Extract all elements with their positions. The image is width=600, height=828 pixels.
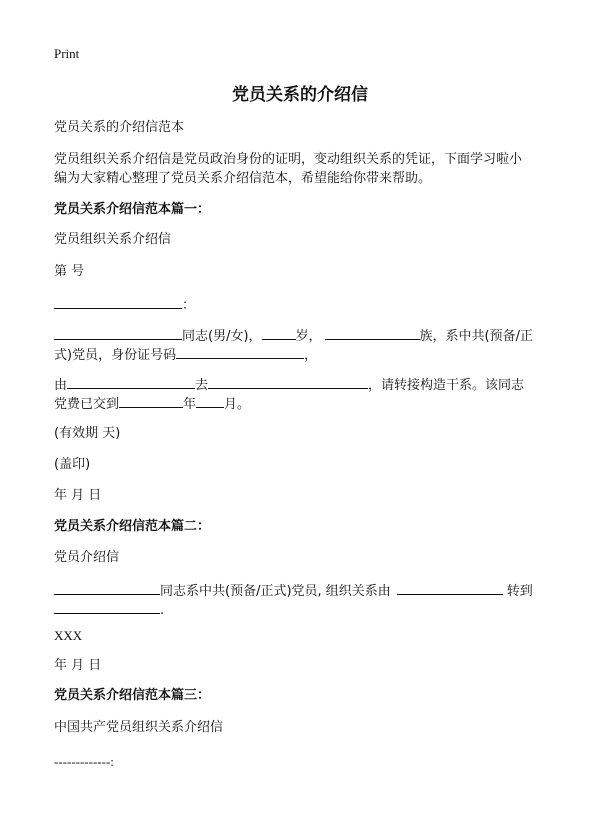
intro-line-1: 党员组织关系介绍信是党员政治身份的证明，变动组织关系的凭证，下面学习啦小 bbox=[54, 152, 523, 167]
dues-label: 党费已交到 bbox=[54, 397, 120, 412]
section-1-number: 第 号 bbox=[54, 264, 85, 279]
addressee-colon: ： bbox=[182, 298, 196, 313]
section-1-letter-name: 党员组织关系介绍信 bbox=[54, 232, 172, 247]
name-blank[interactable] bbox=[54, 325, 182, 340]
id-number-comma: ， bbox=[304, 348, 318, 363]
section-2-heading: 党员关系介绍信范本篇二： bbox=[54, 519, 211, 534]
section-2-line-2 bbox=[54, 599, 164, 620]
age-blank[interactable] bbox=[262, 325, 296, 340]
dues-month-blank[interactable] bbox=[196, 393, 224, 408]
section-2-letter-name: 党员介绍信 bbox=[54, 550, 120, 565]
section-1-heading: 党员关系介绍信范本篇一： bbox=[54, 202, 211, 217]
dashes-line: -------------: bbox=[54, 754, 114, 769]
addressee-blank[interactable] bbox=[54, 294, 182, 309]
s2-to-blank[interactable] bbox=[54, 599, 160, 614]
to-label: 去 bbox=[195, 378, 209, 393]
print-label[interactable]: Print bbox=[54, 46, 80, 61]
section-3-letter-name: 中国共产党员组织关系介绍信 bbox=[54, 720, 224, 735]
section-2-date: 年 月 日 bbox=[54, 658, 102, 673]
ethnic-blank[interactable] bbox=[325, 325, 420, 340]
to-blank[interactable] bbox=[208, 374, 368, 389]
s2-to-text: 转到 bbox=[506, 584, 533, 599]
page-title: 党员关系的介绍信 bbox=[232, 85, 368, 105]
transfer-text: ，请转接构造干系。该同志 bbox=[368, 378, 525, 393]
comrade-gender-text: 同志(男/女)， bbox=[182, 329, 262, 344]
xxx-signature: XXX bbox=[54, 628, 83, 643]
age-text: 岁， bbox=[295, 329, 322, 344]
validity-text: (有效期 天) bbox=[54, 426, 121, 441]
month-label: 月。 bbox=[224, 397, 251, 412]
s2-relation-text: 同志系中共(预备/正式)党员, 组织关系由 bbox=[160, 584, 391, 599]
from-blank[interactable] bbox=[67, 374, 195, 389]
seal-text: (盖印) bbox=[54, 457, 91, 472]
id-number-blank[interactable] bbox=[176, 344, 304, 359]
addressee-line bbox=[54, 294, 195, 315]
intro-line-2: 编为大家精心整理了党员关系介绍信范本，希望能给你带来帮助。 bbox=[54, 171, 432, 186]
s2-from-blank[interactable] bbox=[397, 580, 503, 595]
section-1-date: 年 月 日 bbox=[54, 488, 102, 503]
dues-year-blank[interactable] bbox=[119, 393, 183, 408]
transfer-line-2 bbox=[54, 393, 250, 414]
section-2-line-1 bbox=[54, 580, 533, 601]
ethnic-text: 族，系中共(预备/正 bbox=[419, 329, 533, 344]
id-number-label: 式)党员，身份证号码 bbox=[54, 348, 177, 363]
s2-period: . bbox=[160, 603, 165, 618]
year-label: 年 bbox=[183, 397, 197, 412]
comrade-line-1 bbox=[54, 325, 533, 346]
subtitle: 党员关系的介绍信范本 bbox=[54, 120, 185, 135]
comrade-line-2 bbox=[54, 344, 317, 365]
from-label: 由 bbox=[54, 378, 68, 393]
transfer-line-1 bbox=[54, 374, 524, 395]
s2-name-blank[interactable] bbox=[54, 580, 160, 595]
section-3-heading: 党员关系介绍信范本篇三： bbox=[54, 688, 211, 703]
